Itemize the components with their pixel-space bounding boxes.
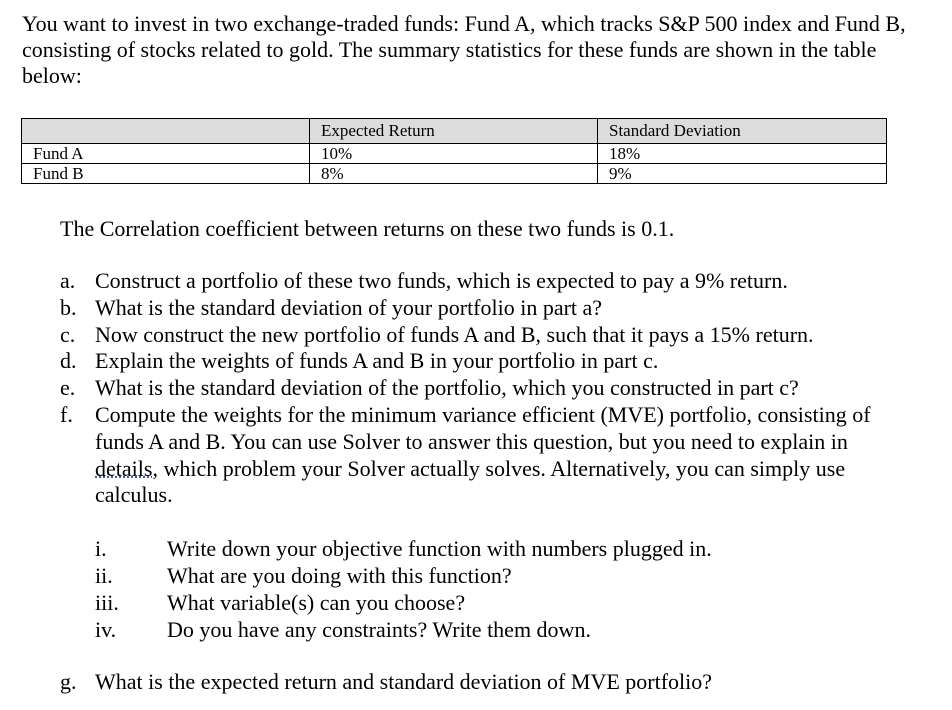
table-cell: Fund B [22, 164, 310, 184]
table-header-cell [22, 119, 310, 144]
list-item [95, 535, 855, 562]
sub-question-number: iv. [95, 617, 117, 642]
list-item [95, 589, 855, 616]
intro-paragraph: You want to invest in two exchange-traded funds: Fund A, which tracks S&P 500 index and Fund B, consisting of stocks related to gold. The summary statistics for these funds are shown in the table below: [22, 11, 906, 88]
question-text: What is the expected return and standard deviation of MVE portfolio? [95, 669, 713, 694]
question-text: What is the standard deviation of your portfolio in part a? [95, 294, 603, 320]
table-cell: 10% [310, 144, 598, 164]
table-cell: 8% [310, 164, 598, 184]
question-letter: b. [60, 294, 77, 320]
fund-statistics-table [21, 118, 887, 184]
question-text: , which problem your Solver actually solves. Alternatively, you can simply use calculus. [95, 455, 846, 508]
question-letter: c. [60, 321, 76, 347]
final-question [60, 669, 712, 695]
sub-question-text: Write down your objective function with numbers plugged in. [167, 536, 712, 561]
table-header-cell: Standard Deviation [598, 119, 887, 144]
question-letter: f. [60, 401, 73, 427]
question-letter: d. [60, 348, 77, 374]
table-header-row [22, 119, 887, 144]
table-cell: 18% [598, 144, 887, 164]
question-text: Explain the weights of funds A and B in your portfolio in part c. [95, 348, 659, 374]
correlation-statement: The Correlation coefficient between returns on these two funds is 0.1. [60, 216, 675, 241]
question-text: What is the standard deviation of the portfolio, which you constructed in part c? [95, 375, 799, 401]
list-item [95, 562, 855, 589]
list-item [60, 402, 890, 509]
question-list [60, 268, 890, 509]
list-item [95, 616, 855, 643]
list-item [60, 268, 890, 295]
list-item [60, 322, 890, 349]
question-text: Construct a portfolio of these two funds, which is expected to pay a 9% return. [95, 268, 788, 293]
list-item [60, 375, 890, 402]
table-row [22, 144, 887, 164]
table-row [22, 164, 887, 184]
question-text: Compute the weights for the minimum variance efficient (MVE) portfolio, consisting of funds A and B. You can use Solver to answer this question, but you need to explain in [95, 401, 871, 454]
spellcheck-underlined-word: details [95, 455, 153, 481]
sub-question-text: What are you doing with this function? [167, 563, 512, 588]
sub-question-list [95, 535, 855, 643]
sub-question-number: iii. [95, 590, 119, 615]
table-cell: Fund A [22, 144, 310, 164]
question-letter: e. [60, 375, 76, 401]
list-item [60, 348, 890, 375]
sub-question-text: Do you have any constraints? Write them down. [167, 617, 591, 642]
sub-question-number: ii. [95, 563, 113, 588]
table-cell: 9% [598, 164, 887, 184]
question-letter: a. [60, 268, 76, 293]
question-text: Now construct the new portfolio of funds A and B, such that it pays a 15% return. [95, 321, 814, 347]
sub-question-text: What variable(s) can you choose? [167, 590, 466, 615]
table-header-cell: Expected Return [310, 119, 598, 144]
question-letter: g. [60, 669, 77, 694]
list-item [60, 295, 890, 322]
sub-question-number: i. [95, 536, 107, 561]
